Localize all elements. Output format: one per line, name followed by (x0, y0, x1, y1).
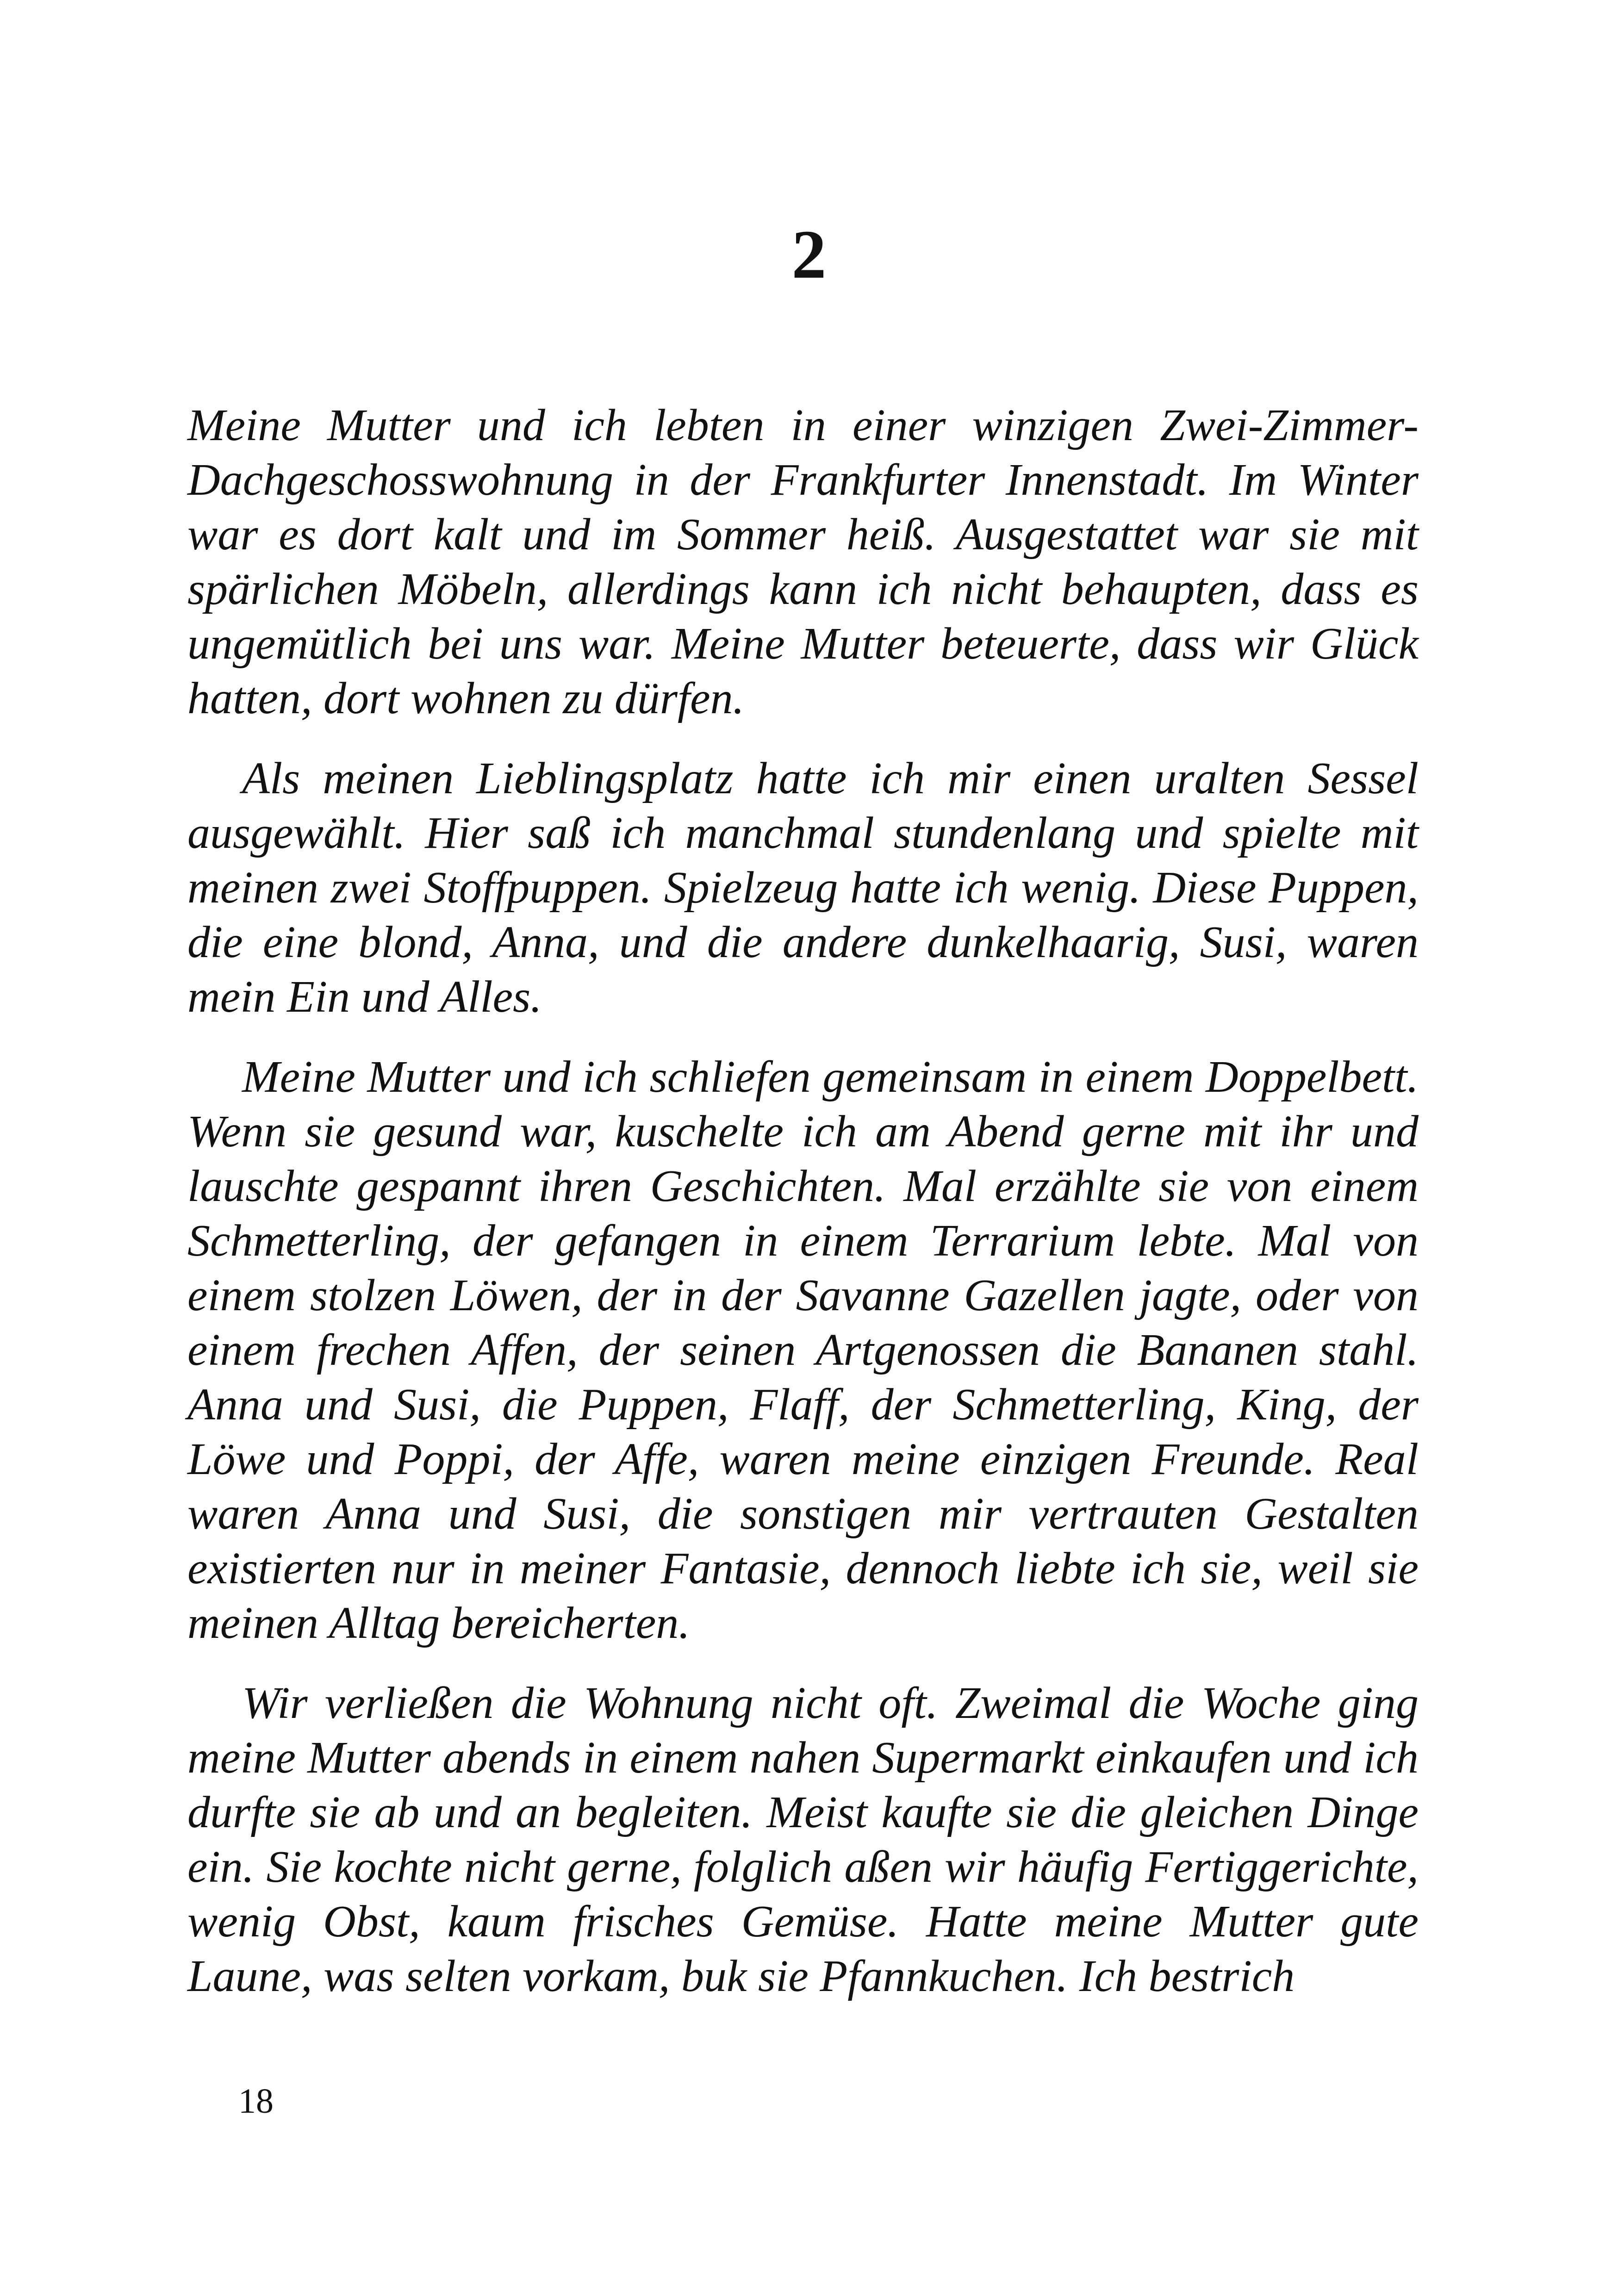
paragraph-2: Als meinen Lieblingsplatz hatte ich mir einen uralten Sessel ausgewählt. Hier saß ich manchmal stundenlang und spielte mit meinen zwei Stoffpuppen. Spielzeug hatte ich wenig. Diese Puppen, die eine blond, Anna, und die andere dunkelhaarig, Susi, waren mein Ein und Alles. (187, 753, 1419, 1022)
chapter-body (187, 398, 1419, 2029)
paragraph-3: Meine Mutter und ich schliefen gemeinsam in einem Doppelbett. Wenn sie gesund war, kuschelte ich am Abend gerne mit ihr und lauschte gespannt ihren Geschichten. Mal erzählte sie von einem Schmetterling, der gefangen in einem Terrarium lebte. Mal von einem stolzen Löwen, der in der Savanne Gazellen jagte, oder von einem frechen Affen, der seinen Artgenossen die Bananen stahl. Anna und Susi, die Puppen, Flaff, der Schmetterling, King, der Löwe und Poppi, der Affe, waren meine einzigen Freunde. Real waren Anna und Susi, die sonstigen mir vertrauten Gestalten existierten nur in meiner Fantasie, dennoch liebte ich sie, weil sie meinen Alltag bereicherten. (187, 1052, 1419, 1648)
paragraph-4: Wir verließen die Wohnung nicht oft. Zweimal die Woche ging meine Mutter abends in einem nahen Supermarkt einkaufen und ich durfte sie ab und an begleiten. Meist kaufte sie die gleichen Dinge ein. Sie kochte nicht gerne, folglich aßen wir häufig Fertiggerichte, wenig Obst, kaum frisches Gemüse. Hatte meine Mutter gute Laune, was selten vorkam, buk sie Pfannkuchen. Ich bestrich (187, 1678, 1419, 2001)
page-number: 18 (238, 2082, 274, 2121)
paragraph-1: Meine Mutter und ich lebten in einer winzigen Zwei-Zimmer-Dachgeschosswohnung in der Frankfurter Innenstadt. Im Winter war es dort kalt und im Sommer heiß. Ausgestattet war sie mit spärlichen Möbeln, allerdings kann ich nicht behaupten, dass es ungemütlich bei uns war. Meine Mutter beteuerte, dass wir Glück hatten, dort wohnen zu dürfen. (187, 400, 1419, 723)
chapter-number: 2 (791, 216, 827, 293)
